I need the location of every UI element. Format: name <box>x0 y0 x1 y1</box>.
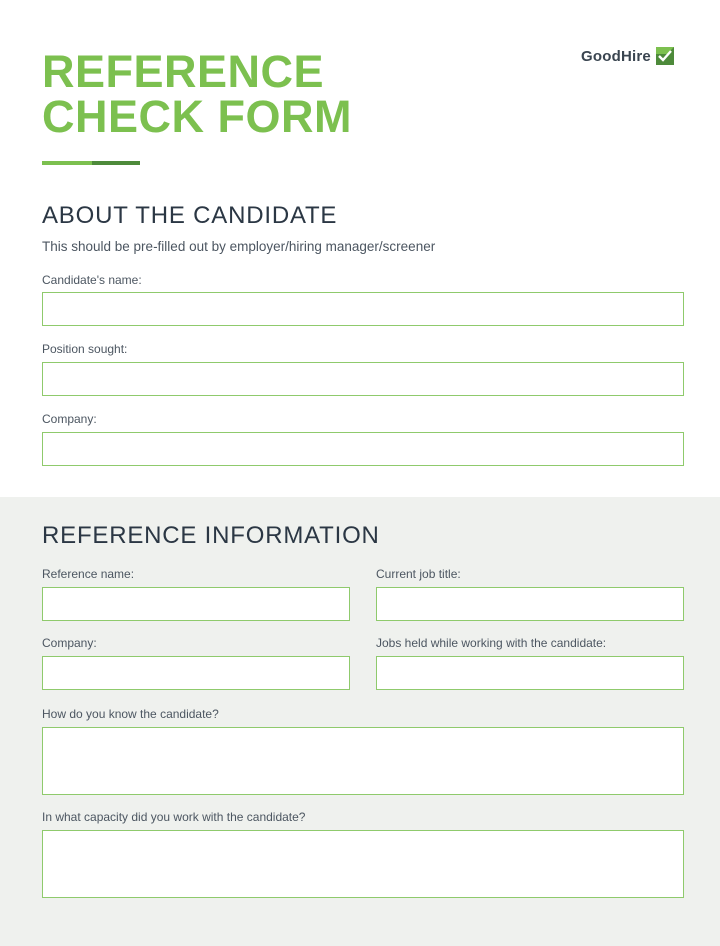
candidate-section-subtitle: This should be pre-filled out by employer/hiring manager/screener <box>42 239 436 254</box>
form-title <box>42 46 352 142</box>
position-sought-field[interactable] <box>42 362 684 396</box>
checkmark-logo-icon <box>656 47 674 65</box>
goodhire-logo <box>581 45 674 67</box>
candidate-name-label: Candidate's name: <box>42 273 142 287</box>
reference-section <box>0 497 720 946</box>
reference-company-field[interactable] <box>42 656 350 690</box>
form-title-line-1: REFERENCE <box>42 46 325 97</box>
candidate-name-field[interactable] <box>42 292 684 326</box>
candidate-company-field[interactable] <box>42 432 684 466</box>
reference-name-label: Reference name: <box>42 567 135 581</box>
reference-name-field[interactable] <box>42 587 350 621</box>
how-know-candidate-field[interactable] <box>42 727 684 795</box>
jobs-held-field[interactable] <box>376 656 684 690</box>
current-job-title-field[interactable] <box>376 587 684 621</box>
divider-light-segment <box>42 161 92 165</box>
position-sought-label: Position sought: <box>42 342 128 356</box>
how-know-candidate-label: How do you know the candidate? <box>42 707 219 721</box>
work-capacity-label: In what capacity did you work with the candidate? <box>42 810 306 824</box>
candidate-section-heading: ABOUT THE CANDIDATE <box>42 202 338 229</box>
divider-dark-segment <box>92 161 140 165</box>
reference-company-label: Company: <box>42 636 97 650</box>
work-capacity-field[interactable] <box>42 830 684 898</box>
title-divider <box>42 161 140 165</box>
current-job-title-label: Current job title: <box>376 567 461 581</box>
candidate-company-label: Company: <box>42 412 97 426</box>
form-title-line-2: CHECK FORM <box>42 91 352 142</box>
logo-text: GoodHire <box>581 47 651 65</box>
reference-section-heading: REFERENCE INFORMATION <box>42 522 380 549</box>
jobs-held-label: Jobs held while working with the candidate: <box>376 636 607 650</box>
